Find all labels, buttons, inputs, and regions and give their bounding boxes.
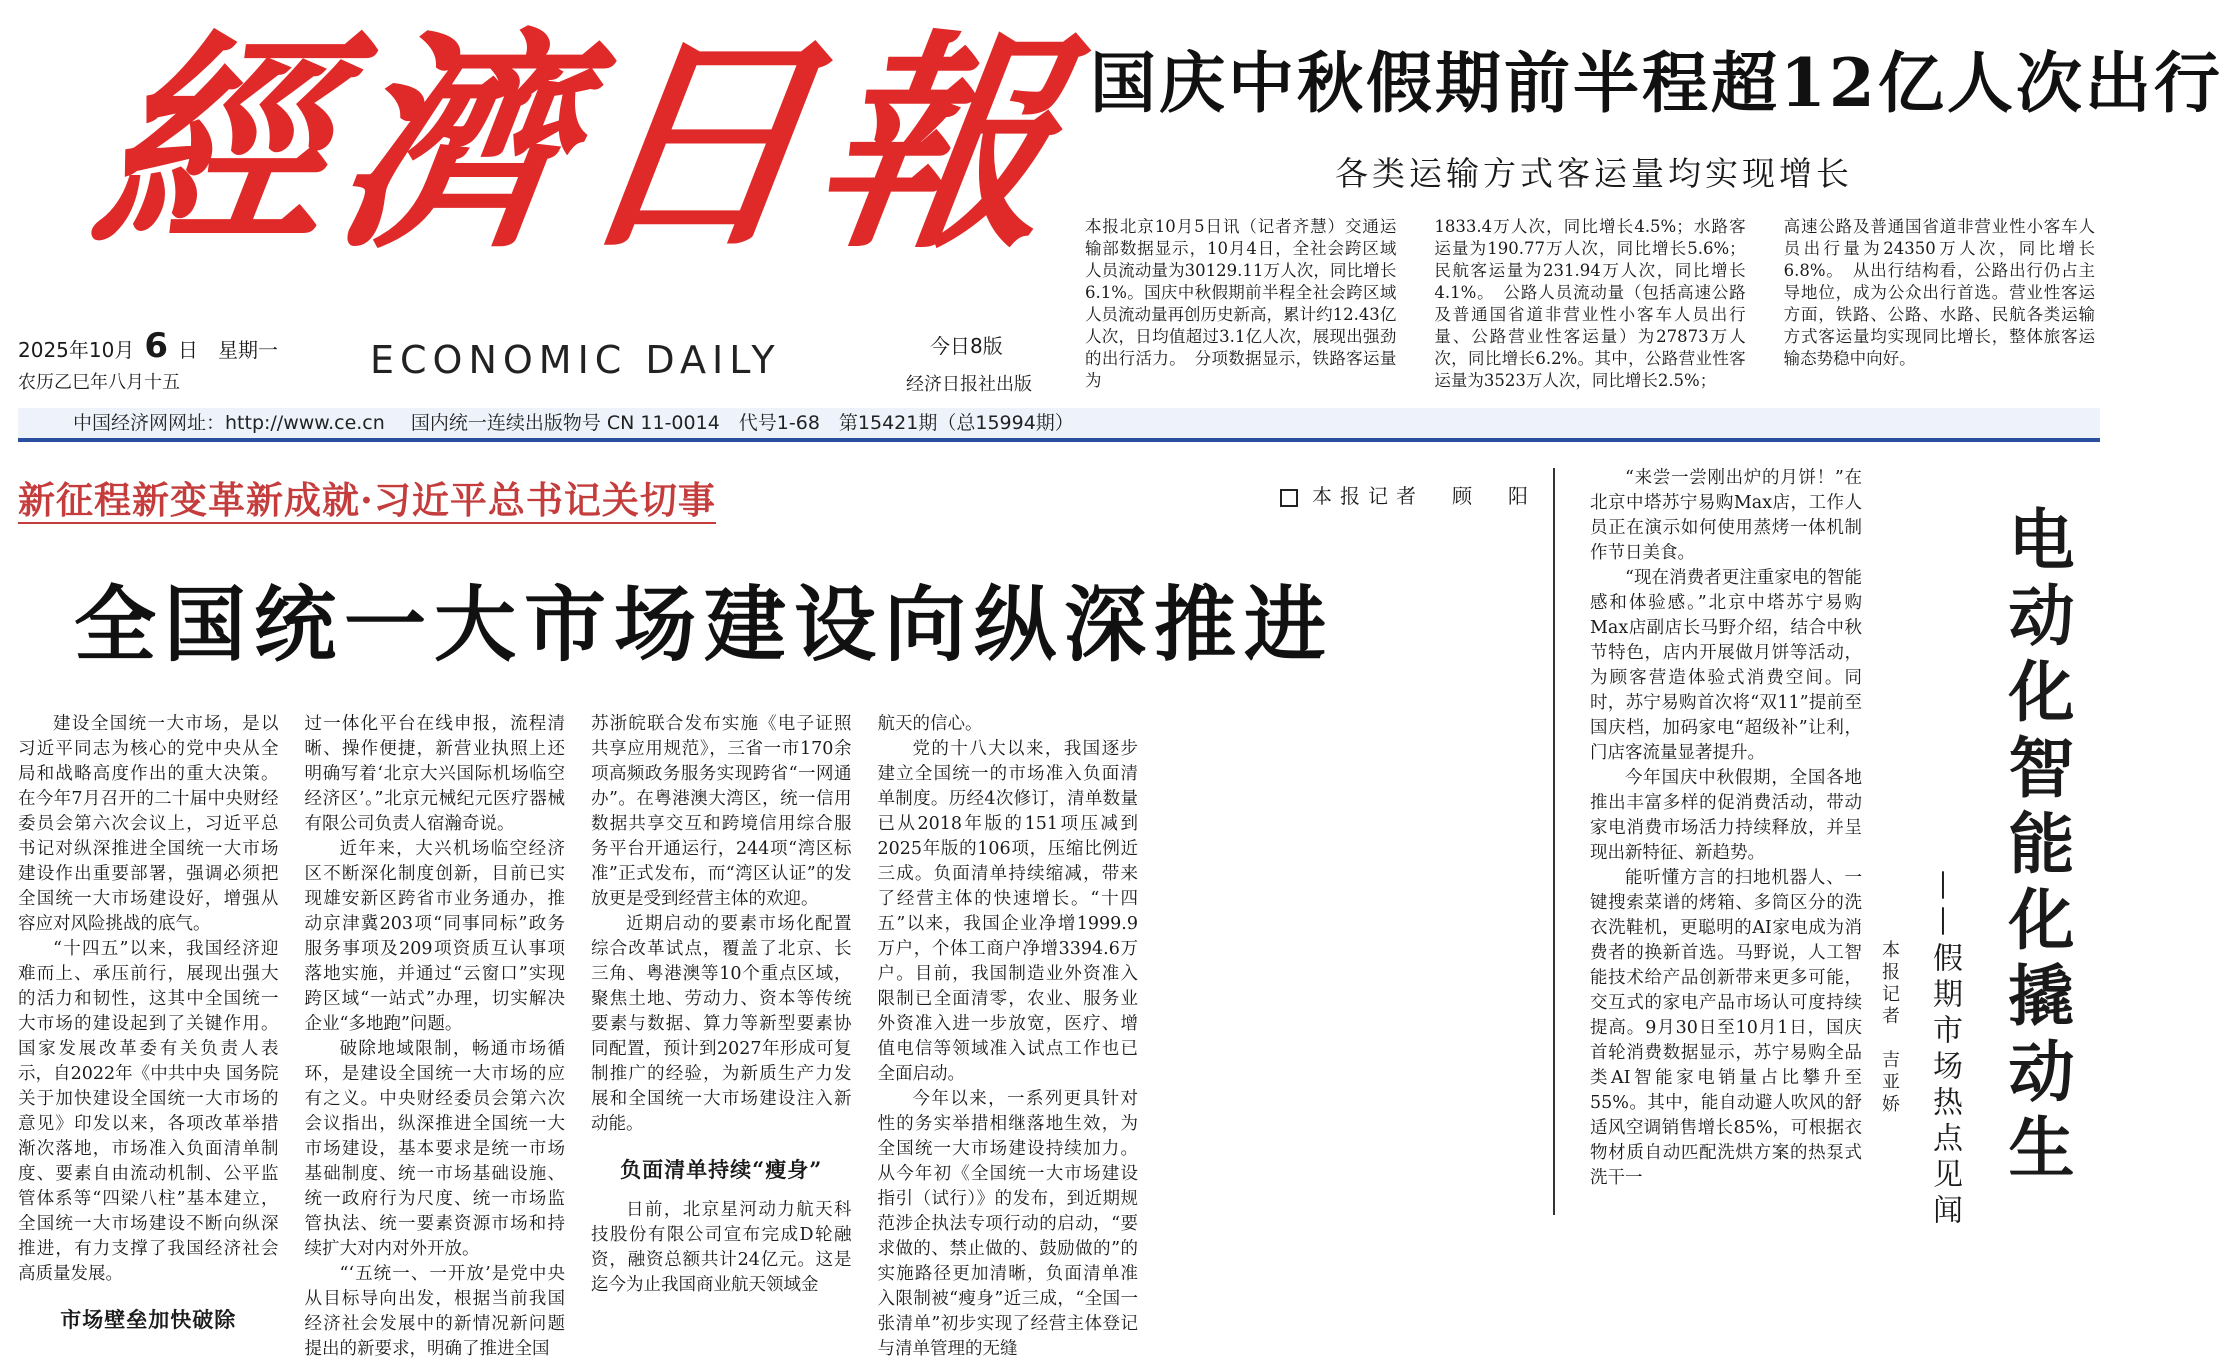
page-count: 今日8版 bbox=[930, 334, 1003, 358]
section-subhead: 市场壁垒加快破除 bbox=[60, 1307, 237, 1332]
serial-number: 国内统一连续出版物号 CN 11-0014 代号1-68 第15421期（总15994期） bbox=[410, 412, 1074, 434]
side-byline: 本报记者 吉亚娇 bbox=[1879, 940, 1900, 1116]
top-story-headline: 国庆中秋假期前半程超12亿人次出行 bbox=[1090, 44, 2223, 122]
paragraph: “‘五统一、一开放’是党中央从目标导向出发，根据当前我国经济社会发展中的新情况新问题提出的新要求，明确了推进全国 bbox=[304, 1264, 565, 1359]
paragraph: 能听懂方言的扫地机器人、一键搜索菜谱的烤箱、多筒区分的洗衣洗鞋机，更聪明的AI家电成为消费者的换新首选。马野说，人工智能技术给产品创新带来更多可能，交互式的家电产品市场认可度持续提高。9月30日至10月1日，国庆首轮消费数据显示，苏宁易购全品类AI智能家电销量占比攀升至55%。其中，能自动避人吹风的舒适风空调销售增长85%，可根据衣物材质自动匹配洗烘方案的热泵式洗干一 bbox=[1590, 868, 1862, 1188]
byline-text: 本报记者 顾 阳 bbox=[1312, 484, 1536, 508]
paragraph: 今年以来，一系列更具针对性的务实举措相继落地生效，为全国统一大市场建设持续加力。从今年初《全国统一大市场建设指引（试行）》的发布，到近期规范涉企执法专项行动的启动，“要求做的、禁止做的、鼓励做的”的实施路径更加清晰，负面清单准入限制被“瘦身”近三成，“全国一张清单”初步实现了经营主体登记与清单管理的无缝 bbox=[877, 1089, 1138, 1359]
top-story-column: 本报北京10月5日讯（记者齐慧）交通运输部数据显示，10月4日，全社会跨区域人员流动量为30129.11万人次，同比增长6.1%。国庆中秋假期前半程全社会跨区域人员流动量再创历史新高，累计约12.43亿人次，日均值超过3.1亿人次，展现出强劲的出行活力。 分项数据显示，铁路客运量为 bbox=[1085, 217, 1397, 390]
body-column bbox=[591, 712, 852, 1295]
top-story-column: 1833.4万人次，同比增长4.5%；水路客运量为190.77万人次，同比增长5.6%；民航客运量为231.94万人次，同比增长4.1%。 公路人员流动量（包括高速公路及普通国省道非营业性小客车人员出行量、公路营业性客运量）为27873万人次，同比增长6.2%。其中，公路营业性客运量为3523万人次，同比增长2.5%； bbox=[1434, 217, 1746, 390]
body-column bbox=[18, 712, 279, 1332]
paragraph: 破除地域限制，畅通市场循环，是建设全国统一大市场的应有之义。中央财经委员会第六次会议指出，纵深推进全国统一大市场建设，基本要求是统一市场基础制度、统一市场基础设施、统一政府行为尺度、统一市场监管执法、统一要素资源市场和持续扩大对内对外开放。 bbox=[304, 1039, 565, 1259]
issue-date bbox=[18, 326, 278, 366]
info-bar bbox=[18, 408, 2100, 442]
date-suffix: 日 星期一 bbox=[178, 338, 279, 362]
website-link[interactable]: 中国经济网网址：http://www.ce.cn bbox=[73, 412, 385, 434]
paragraph: 日前，北京星河动力航天科技股份有限公司宣布完成D轮融资，融资总额共计24亿元。这是迄今为止我国商业航天领域金 bbox=[591, 1200, 852, 1295]
paragraph: 苏浙皖联合发布实施《电子证照共享应用规范》，三省一市170余项高频政务服务实现跨省“一网通办”。在粤港澳大湾区，统一信用数据共享交互和跨境信用综合服务平台开通运行，244项“湾区标准”正式发布，而“湾区认证”的发放更是受到经营主体的欢迎。 bbox=[591, 714, 852, 909]
section-subhead: 负面清单持续“瘦身” bbox=[620, 1157, 823, 1182]
paragraph: 近期启动的要素市场化配置综合改革试点，覆盖了北京、长三角、粤港澳等10个重点区域，聚焦土地、劳动力、资本等传统要素与数据、算力等新型要素协同配置，预计到2027年形成可复制推广的经验，为新质生产力发展和全国统一大市场建设注入新动能。 bbox=[591, 914, 852, 1134]
paragraph: “现在消费者更注重家电的智能感和体验感。”北京中塔苏宁易购Max店副店长马野介绍，结合中秋节特色，店内开展做月饼等活动，为顾客营造体验式消费空间。同时，苏宁易购首次将“双11”提前至国庆档，加码家电“超级补”让利，门店客流量显著提升。 bbox=[1590, 568, 1862, 763]
top-story-body bbox=[1085, 216, 2095, 406]
side-subtitle: ——假期市场热点见闻 bbox=[1927, 870, 1962, 1230]
top-story-column: 高速公路及普通国省道非营业性小客车人员出行量为24350万人次，同比增长6.8%。 从出行结构看，公路出行仍占主导地位，成为公众出行首选。营业性客运方面，铁路、公路、水路、民航各类运输方式客运量均实现同比增长，整体旅客运输态势稳中向好。 bbox=[1783, 217, 2095, 368]
top-story-subheadline: 各类运输方式客运量均实现增长 bbox=[1335, 154, 1853, 193]
english-name: ECONOMIC DAILY bbox=[370, 338, 781, 382]
lunar-date: 农历乙巳年八月十五 bbox=[18, 372, 180, 393]
paragraph: 党的十八大以来，我国逐步建立全国统一的市场准入负面清单制度。历经4次修订，清单数量已从2018年版的151项压减到2025年版的106项，压缩比例近三成。负面清单持续缩减，带来了经营主体的快速增长。“十四五”以来，我国企业净增1999.9万户，个体工商户净增3394.6万户。目前，我国制造业外资准入限制已全面清零，农业、服务业外资准入进一步放宽，医疗、增值电信等领域准入试点工作也已全面启动。 bbox=[877, 739, 1138, 1084]
paragraph: 航天的信心。 bbox=[877, 714, 983, 734]
paragraph: “十四五”以来，我国经济迎难而上、承压前行，展现出强大的活力和韧性，这其中全国统一大市场的建设起到了关键作用。国家发展改革委有关负责人表示，自2022年《中共中央 国务院关于加快建设全国统一大市场的意见》印发以来，各项改革举措渐次落地，市场准入负面清单制度、要素自由流动机制、公平监管体系等“四梁八柱”基本建立，全国统一大市场建设不断向纵深推进，有力支撑了我国经济社会高质量发展。 bbox=[18, 939, 279, 1284]
paragraph: 过一体化平台在线申报，流程清晰、操作便捷，新营业执照上还明确写着‘北京大兴国际机场临空经济区’。”北京元械纪元医疗器械有限公司负责人宿瀚奇说。 bbox=[304, 714, 565, 834]
paragraph: 近年来，大兴机场临空经济区不断深化制度创新，目前已实现雄安新区跨省市业务通办，推动京津冀203项“同事同标”政务服务事项及209项资质互认事项落地实施，并通过“云窗口”实现跨区域“一站式”办理，切实解决企业“多地跑”问题。 bbox=[304, 839, 565, 1034]
paragraph: “来尝一尝刚出炉的月饼！”在北京中塔苏宁易购Max店，工作人员正在演示如何使用蒸烤一体机制作节日美食。 bbox=[1590, 468, 1862, 563]
column-divider bbox=[1553, 468, 1555, 1215]
series-banner: 新征程新变革新成就·习近平总书记关切事 bbox=[18, 470, 716, 524]
paragraph: 建设全国统一大市场，是以习近平同志为核心的党中央从全局和战略高度作出的重大决策。在今年7月召开的二十届中央财经委员会第六次会议上，习近平总书记对纵深推进全国统一大市场建设作出重要部署，强调必须把全国统一大市场建设好，增强从容应对风险挑战的底气。 bbox=[18, 714, 279, 934]
publisher: 经济日报社出版 bbox=[906, 374, 1032, 395]
main-byline bbox=[1280, 480, 1536, 509]
body-column bbox=[877, 712, 1139, 1359]
byline-box-icon bbox=[1280, 489, 1298, 507]
main-story-body bbox=[18, 712, 1138, 1359]
date-day: 6 bbox=[144, 326, 169, 366]
main-headline: 全国统一大市场建设向纵深推进 bbox=[74, 578, 1335, 673]
side-headline: 电动化智能化撬动生 bbox=[1997, 505, 2074, 1189]
paragraph: 今年国庆中秋假期，全国各地推出丰富多样的促消费活动，带动家电消费市场活力持续释放，并呈现出新特征、新趋势。 bbox=[1590, 768, 1862, 863]
date-prefix: 2025年10月 bbox=[18, 338, 135, 362]
newspaper-logo: 經濟日報 bbox=[81, 10, 1079, 280]
body-column bbox=[304, 712, 566, 1359]
side-story-body bbox=[1590, 466, 1862, 1211]
